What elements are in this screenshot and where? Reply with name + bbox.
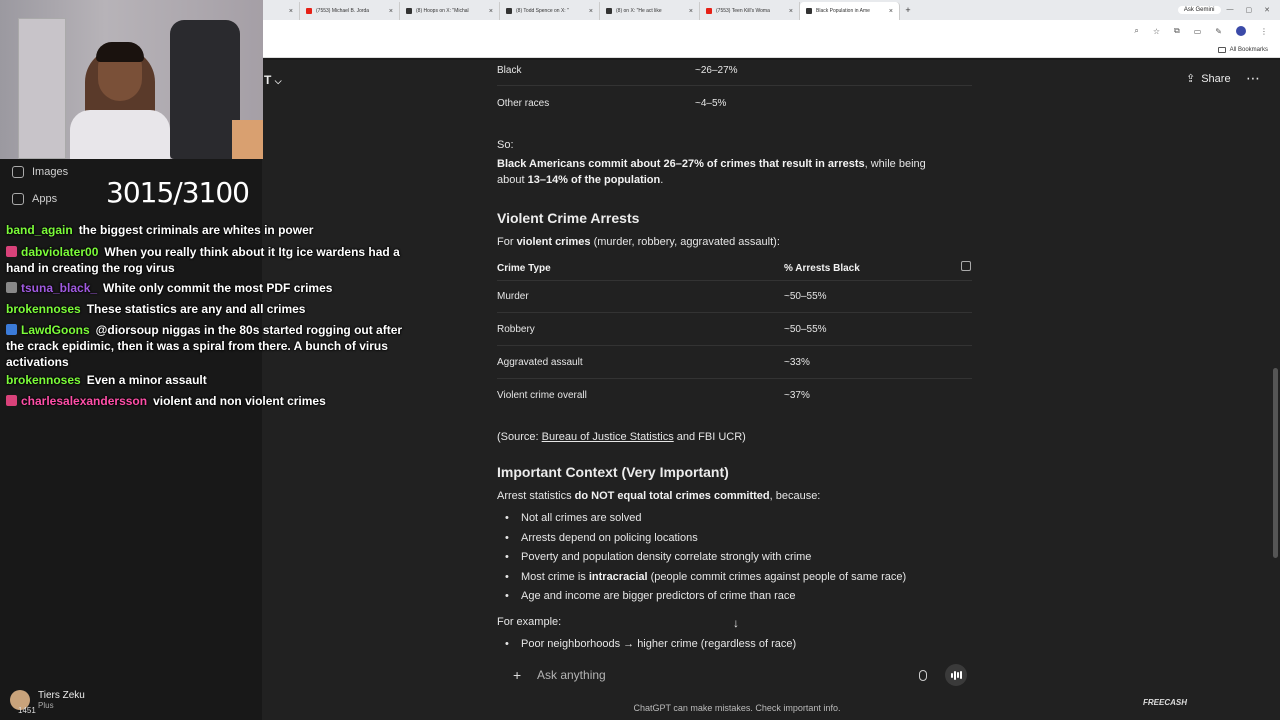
chat-badge-icon bbox=[6, 324, 17, 335]
chat-username[interactable]: brokennoses bbox=[6, 302, 81, 316]
ask-gemini-button[interactable]: Ask Gemini bbox=[1178, 6, 1221, 14]
divider bbox=[497, 378, 972, 379]
bookmark-star-icon[interactable]: ☆ bbox=[1152, 26, 1161, 36]
sidepanel-icon[interactable]: ▭ bbox=[1193, 26, 1202, 36]
sidebar bbox=[0, 60, 262, 720]
webcam-chair bbox=[170, 20, 240, 159]
edit-icon[interactable]: ✎ bbox=[1215, 26, 1222, 36]
profile-avatar[interactable] bbox=[1236, 26, 1246, 36]
paragraph bbox=[497, 157, 967, 189]
source-line bbox=[497, 430, 967, 446]
text: , because: bbox=[769, 490, 821, 502]
waveform-bar bbox=[951, 673, 953, 678]
bold-text: Black Americans commit about 26–27% of crimes that result in arrests bbox=[497, 158, 865, 170]
close-tab-icon[interactable]: × bbox=[588, 7, 593, 15]
scroll-down-icon[interactable]: ↓ bbox=[733, 616, 739, 630]
close-tab-icon[interactable]: × bbox=[788, 7, 793, 15]
sidebar-item-label: Images bbox=[32, 166, 69, 178]
table-cell: ~33% bbox=[784, 357, 810, 368]
zoom-icon[interactable]: ⌕ bbox=[1134, 26, 1139, 35]
list-item bbox=[505, 589, 796, 605]
browser-tab-label: (7553) Michael B. Jorda bbox=[316, 8, 370, 14]
browser-tab-label: (8) Hoops on X: "Michal bbox=[416, 8, 469, 14]
disclaimer: ChatGPT can make mistakes. Check important info. bbox=[633, 703, 841, 713]
new-tab-button[interactable]: + bbox=[905, 5, 911, 15]
chat-message bbox=[6, 301, 416, 317]
text: (murder, robbery, aggravated assault): bbox=[590, 236, 780, 248]
divider bbox=[497, 85, 972, 86]
microphone-icon[interactable] bbox=[919, 670, 927, 681]
chat-username[interactable]: LawdGoons bbox=[21, 323, 90, 337]
youtube-icon bbox=[306, 8, 312, 14]
copy-table-icon[interactable] bbox=[961, 261, 971, 271]
text: (people commit crimes against people of same race) bbox=[647, 571, 907, 583]
table-cell: ~26–27% bbox=[695, 65, 738, 76]
waveform-bar bbox=[954, 671, 956, 680]
chat-username[interactable]: band_again bbox=[6, 223, 73, 237]
chat-badge-icon bbox=[6, 282, 17, 293]
source-link[interactable]: Bureau of Justice Statistics bbox=[541, 431, 674, 443]
user-plan: Plus bbox=[38, 701, 54, 710]
section-heading: Violent Crime Arrests bbox=[497, 210, 640, 226]
table-cell: Aggravated assault bbox=[497, 357, 583, 368]
chat-text: the biggest criminals are whites in power bbox=[78, 223, 314, 237]
apps-icon bbox=[12, 193, 24, 205]
browser-tab[interactable] bbox=[600, 2, 700, 20]
bold-text: 13–14% of the population bbox=[527, 173, 661, 186]
chat-username[interactable]: brokennoses bbox=[6, 373, 81, 387]
webcam-hair bbox=[96, 42, 144, 62]
sidebar-item-apps[interactable] bbox=[12, 193, 57, 205]
chat-message bbox=[6, 222, 416, 238]
user-name: Tiers Zeku bbox=[38, 690, 85, 701]
browser-tab[interactable] bbox=[500, 2, 600, 20]
folder-icon bbox=[1218, 47, 1226, 53]
share-icon: ⇪ bbox=[1186, 73, 1196, 85]
list-item bbox=[505, 511, 641, 527]
table-cell: Other races bbox=[497, 98, 550, 109]
sub-goal-counter: 3015/3100 bbox=[106, 176, 249, 209]
x-logo-icon bbox=[406, 8, 412, 14]
text: . bbox=[660, 173, 664, 186]
browser-menu-icon[interactable]: ⋮ bbox=[1260, 26, 1268, 36]
webcam-shirt bbox=[70, 110, 170, 159]
table-cell: Violent crime overall bbox=[497, 390, 587, 401]
close-tab-icon[interactable]: × bbox=[688, 7, 693, 15]
x-logo-icon bbox=[506, 8, 512, 14]
youtube-icon bbox=[706, 8, 712, 14]
divider bbox=[497, 345, 972, 346]
chat-text: White only commit the most PDF crimes bbox=[103, 281, 333, 295]
bold-text: do NOT equal total crimes committed bbox=[574, 490, 770, 502]
chat-username[interactable]: tsuna_black_ bbox=[21, 281, 98, 295]
minimize-icon[interactable]: — bbox=[1226, 6, 1234, 13]
browser-tab-label: Black Population in Ame bbox=[816, 8, 870, 14]
divider bbox=[497, 312, 972, 313]
chevron-down-icon: ⌵ bbox=[274, 76, 282, 86]
text: , while being bbox=[864, 158, 926, 170]
browser-tab-label: (8) Todd Spence on X: " bbox=[516, 8, 569, 14]
table-cell: ~37% bbox=[784, 390, 810, 401]
browser-tab[interactable] bbox=[300, 2, 400, 20]
chat-text: Even a minor assault bbox=[86, 373, 207, 387]
all-bookmarks-link[interactable]: All Bookmarks bbox=[1229, 46, 1268, 53]
chat-text: These statistics are any and all crimes bbox=[86, 302, 306, 316]
chat-username[interactable]: dabviolater00 bbox=[21, 245, 99, 259]
close-tab-icon[interactable]: × bbox=[488, 7, 493, 15]
waveform-bar bbox=[957, 672, 959, 678]
waveform-bar bbox=[960, 671, 962, 679]
share-button[interactable] bbox=[1186, 72, 1231, 85]
x-logo-icon bbox=[606, 8, 612, 14]
list-item bbox=[505, 550, 811, 566]
extensions-icon[interactable]: ⧉ bbox=[1174, 26, 1180, 35]
chat-username[interactable]: charlesalexandersson bbox=[21, 394, 148, 408]
paragraph bbox=[497, 235, 967, 251]
close-tab-icon[interactable]: × bbox=[288, 7, 293, 15]
chat-text: When you really think about it Itg ice wardens had a hand in creating the rog virus bbox=[6, 245, 400, 275]
window-controls bbox=[1227, 6, 1271, 14]
paragraph: So: bbox=[497, 139, 514, 151]
scrollbar[interactable] bbox=[1273, 368, 1278, 558]
list-item bbox=[505, 531, 698, 547]
more-options-icon[interactable]: ⋯ bbox=[1246, 70, 1260, 86]
close-tab-icon[interactable]: × bbox=[388, 7, 393, 15]
sidebar-item-images[interactable] bbox=[12, 166, 68, 178]
sidebar-item-label: Apps bbox=[32, 193, 58, 205]
text: Age and income are bigger predictors of crime than race bbox=[521, 590, 796, 602]
text: Arrests depend on policing locations bbox=[521, 532, 698, 544]
browser-tab[interactable] bbox=[800, 2, 900, 20]
text: Not all crimes are solved bbox=[521, 512, 642, 524]
chat-badge-icon bbox=[6, 246, 17, 257]
close-tab-icon[interactable]: × bbox=[888, 7, 893, 15]
chatgpt-icon bbox=[806, 8, 812, 14]
chatgpt-app bbox=[0, 60, 1280, 720]
table-cell: ~50–55% bbox=[784, 324, 827, 335]
viewer-count: 1451 bbox=[18, 706, 36, 715]
browser-tab-label: (7553) Teen Kill's Woma bbox=[716, 8, 770, 14]
text: Most crime is bbox=[521, 571, 589, 583]
browser-tab-label: (8) on X: "He act like bbox=[616, 8, 662, 14]
text: Poor neighborhoods → higher crime (regardless of race) bbox=[521, 638, 797, 650]
chat-text: violent and non violent crimes bbox=[153, 394, 326, 408]
model-selector[interactable] bbox=[264, 73, 282, 87]
table-cell: Murder bbox=[497, 291, 529, 302]
prompt-input[interactable]: Ask anything bbox=[537, 668, 606, 682]
brand-watermark: FREECASH bbox=[1143, 698, 1188, 707]
text: (Source: bbox=[497, 431, 542, 443]
add-attachment-icon[interactable]: + bbox=[513, 667, 522, 683]
browser-tab[interactable] bbox=[700, 2, 800, 20]
chat-message bbox=[6, 322, 416, 370]
webcam-door bbox=[18, 18, 66, 159]
bold-text: violent crimes bbox=[516, 236, 591, 248]
chat-message bbox=[6, 244, 416, 276]
browser-tab[interactable] bbox=[400, 2, 500, 20]
paragraph: For example: bbox=[497, 616, 562, 628]
table-cell: ~4–5% bbox=[695, 98, 727, 109]
webcam-feed bbox=[0, 0, 263, 159]
chat-message bbox=[6, 393, 416, 409]
chat-message bbox=[6, 280, 416, 296]
paragraph bbox=[497, 489, 967, 505]
chat-message bbox=[6, 372, 416, 388]
text: Arrest statistics bbox=[497, 490, 575, 502]
table-cell: Robbery bbox=[497, 324, 535, 335]
text: about bbox=[497, 173, 528, 186]
divider bbox=[497, 280, 972, 281]
table-header-cell: Crime Type bbox=[497, 263, 551, 274]
webcam-toys bbox=[232, 120, 263, 159]
bold-text: intracracial bbox=[588, 571, 648, 583]
table-cell: ~50–55% bbox=[784, 291, 827, 302]
list-item bbox=[505, 637, 796, 653]
text: Poverty and population density correlate strongly with crime bbox=[521, 551, 812, 563]
chat-badge-icon bbox=[6, 395, 17, 406]
chat-text: @diorsoup niggas in the 80s started rogging out after the crack epidimic, then it was a spiral from there. A bunch of virus activations bbox=[6, 323, 403, 369]
voice-mode-button[interactable] bbox=[945, 664, 967, 686]
text: For bbox=[497, 236, 517, 248]
model-selector-label: T bbox=[264, 73, 272, 87]
table-cell: Black bbox=[497, 65, 522, 76]
images-icon bbox=[12, 166, 24, 178]
share-label: Share bbox=[1201, 72, 1231, 85]
maximize-icon[interactable]: ▢ bbox=[1245, 7, 1253, 14]
section-heading: Important Context (Very Important) bbox=[497, 464, 729, 480]
table-header-cell: % Arrests Black bbox=[784, 263, 860, 274]
close-window-icon[interactable]: ✕ bbox=[1264, 7, 1270, 14]
list-item bbox=[505, 570, 906, 586]
composer bbox=[497, 660, 977, 690]
text: and FBI UCR) bbox=[673, 431, 746, 443]
